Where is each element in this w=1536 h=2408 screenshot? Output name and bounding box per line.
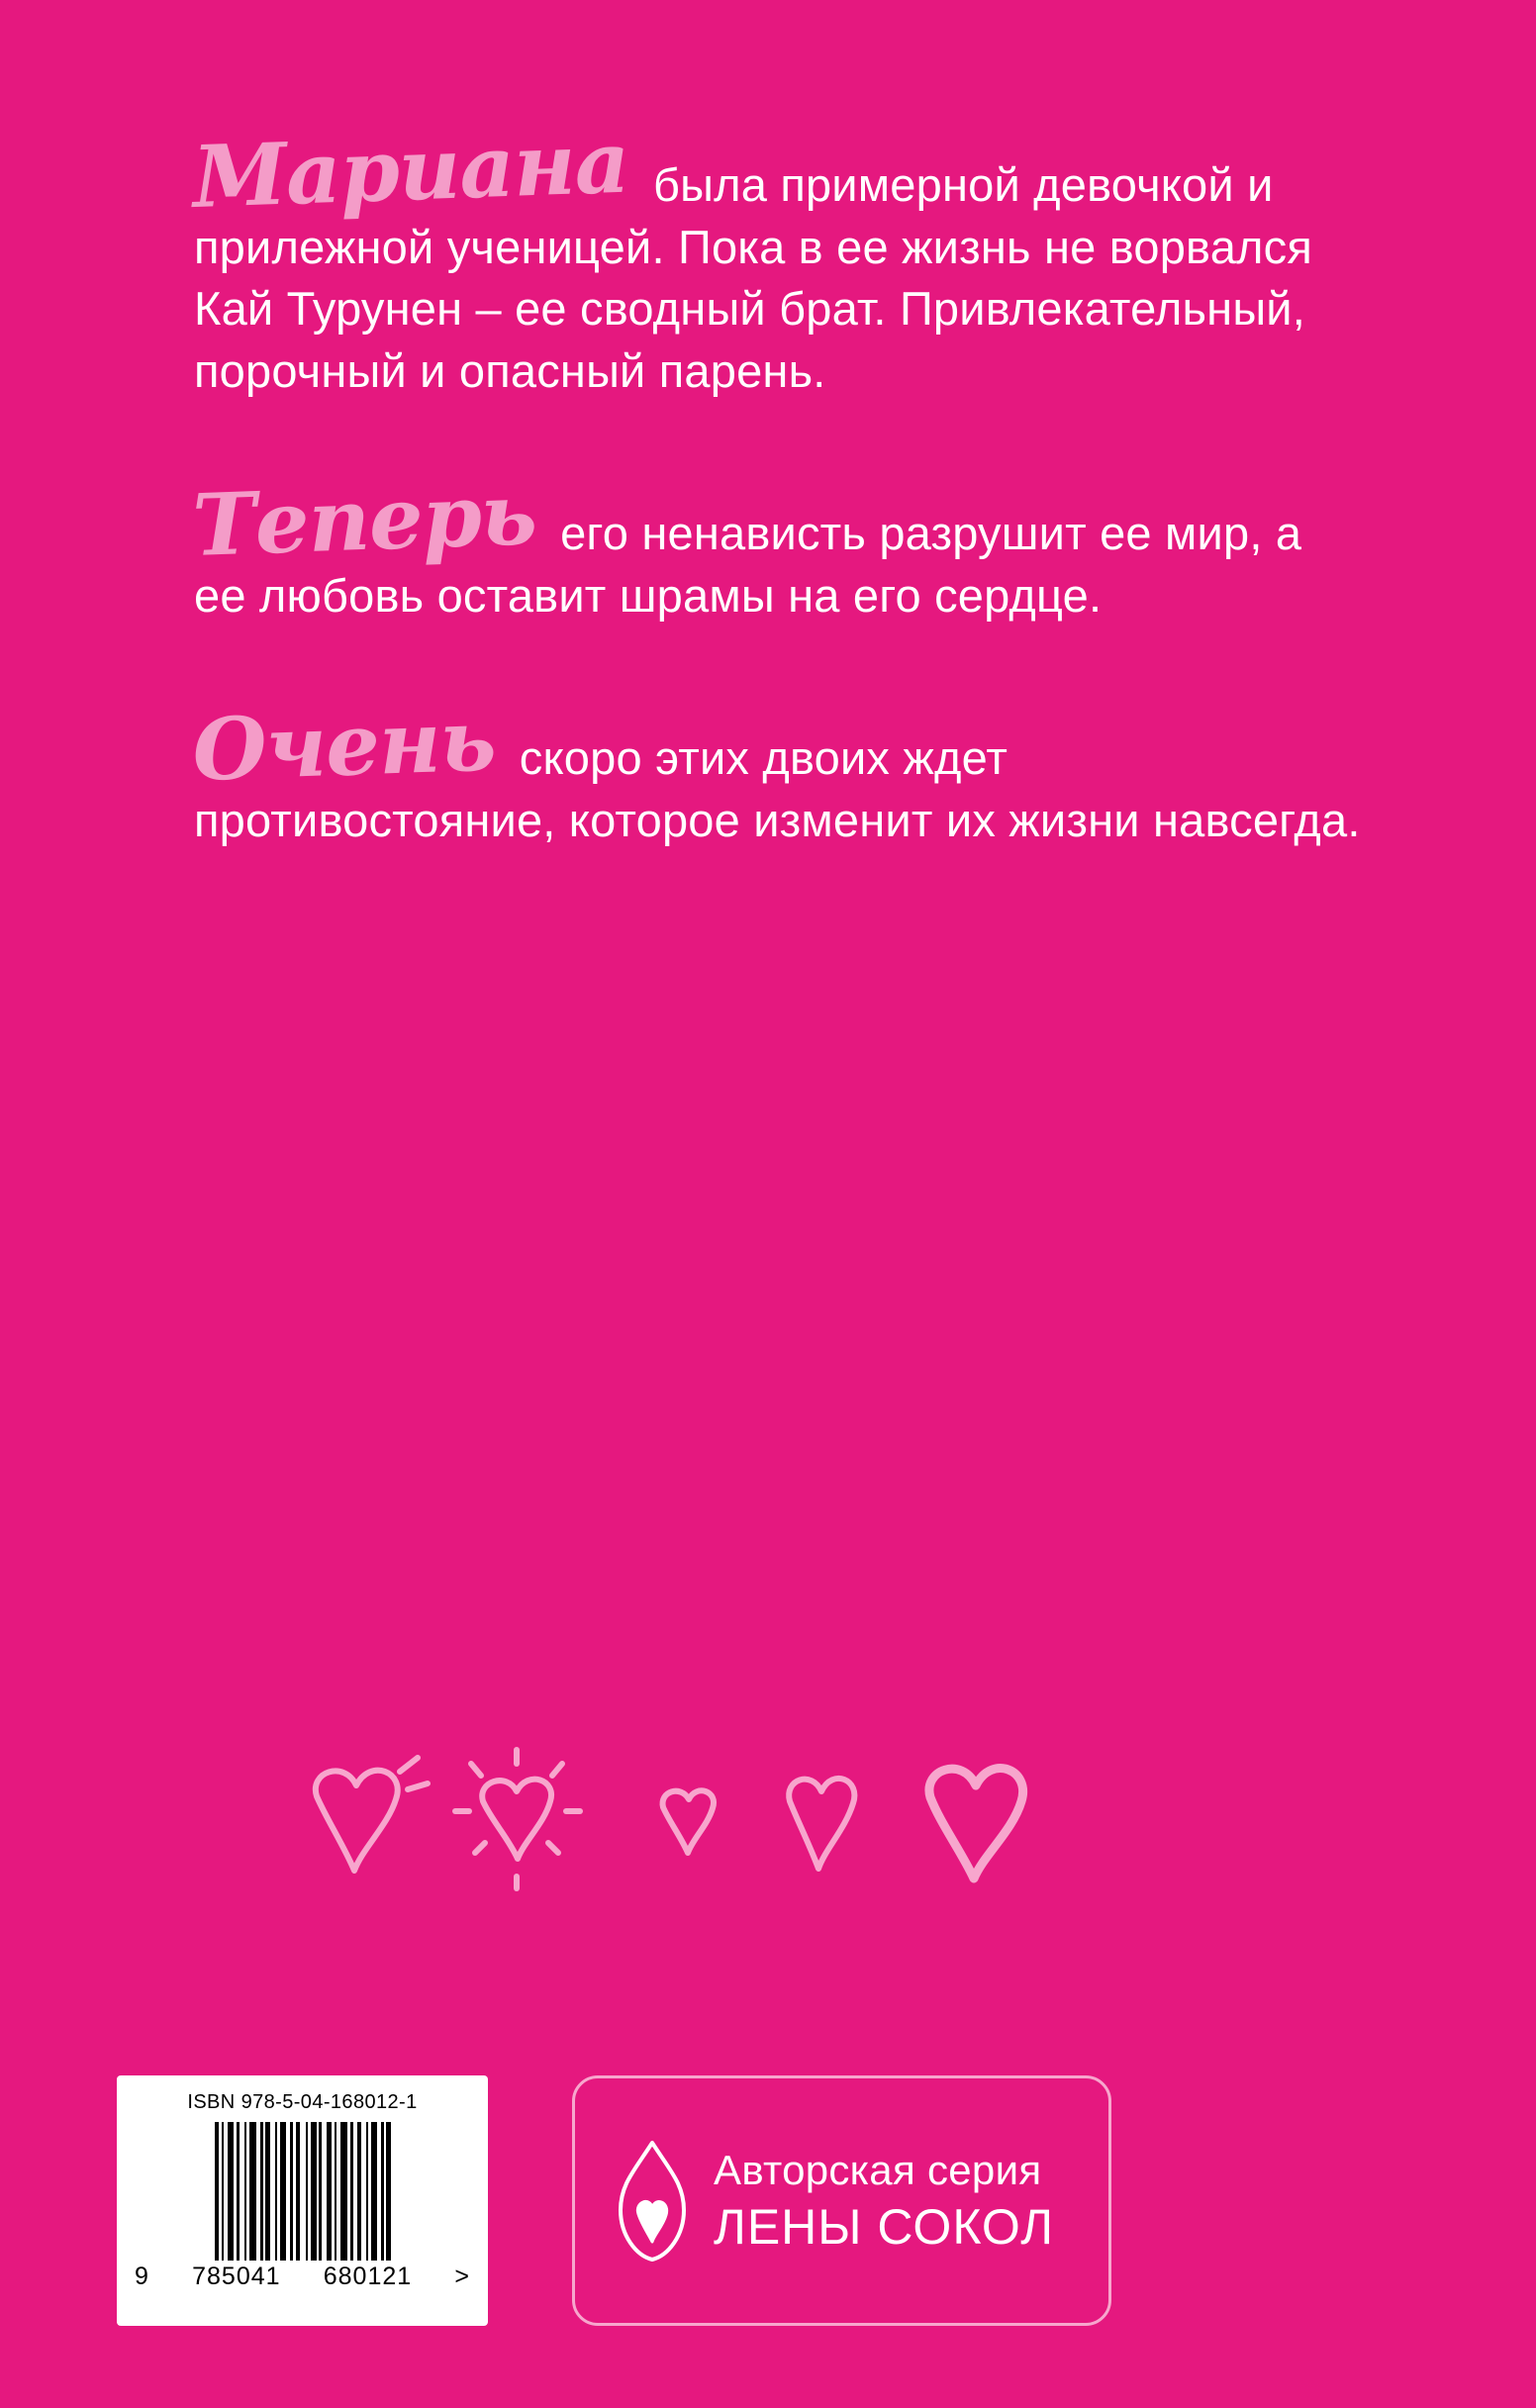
barcode-digit-right: 680121 [323,2263,413,2290]
blurb-block [191,112,1362,851]
hearts-decoration [297,1742,1227,1910]
series-text [714,2145,1054,2257]
script-word-2: Теперь [191,463,538,576]
blurb-paragraph-2 [191,463,1362,626]
barcode-bars [131,2122,474,2261]
series-line-2: ЛЕНЫ СОКОЛ [714,2198,1055,2255]
blurb-paragraph-3 [191,690,1362,851]
script-word-3: Очень [191,690,497,801]
blurb-text-1: была примерной девочкой и прилежной ученицей. Пока в ее жизнь не ворвался Кай Турунен – ее сводный брат. Привлекательный, порочный и опасный парень. [194,158,1313,397]
blurb-text-3: скоро этих двоих ждет противостояние, которое изменит их жизни навсегда. [194,731,1361,846]
flame-heart-icon [609,2137,696,2265]
barcode-digit-end: > [454,2263,470,2290]
isbn-text: ISBN 978-5-04-168012-1 [187,2091,418,2113]
series-badge [572,2075,1111,2326]
barcode-digits [131,2261,474,2291]
series-line-1: Авторская серия [714,2147,1042,2194]
blurb-paragraph-1 [191,112,1362,402]
barcode-digit-left: 9 [135,2263,149,2290]
barcode-block [117,2075,488,2326]
script-word-1: Мариана [191,112,630,228]
blurb-text-2: его ненависть разрушит ее мир, а ее любовь оставит шрамы на его сердце. [194,507,1302,622]
barcode-digit-mid: 785041 [192,2263,281,2290]
